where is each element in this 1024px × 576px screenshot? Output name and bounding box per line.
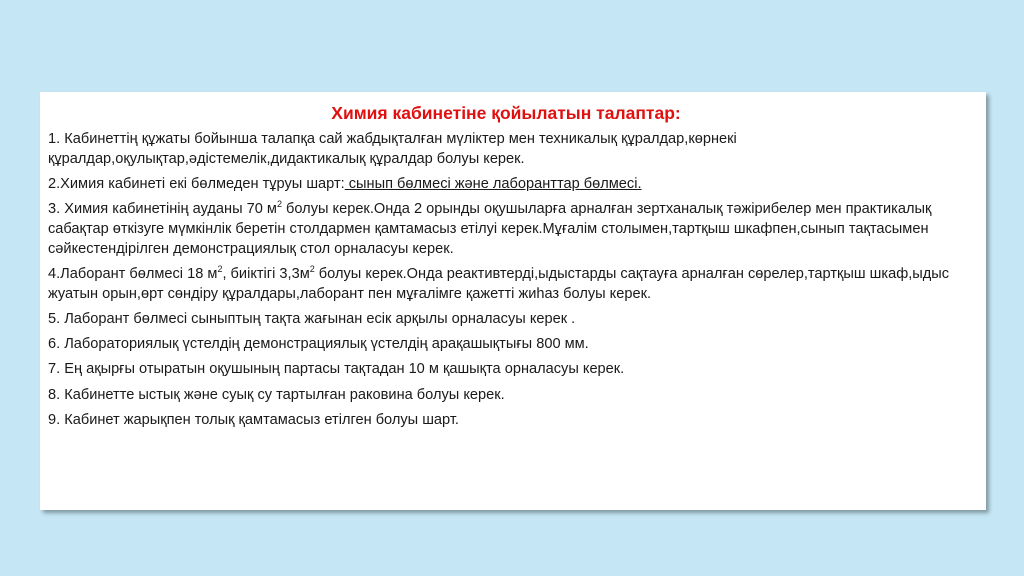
requirement-item-6: 6. Лабораториялық үстелдің демонстрациялық үстелдің арақашықтығы 800 мм. bbox=[48, 336, 589, 353]
requirement-item-9: 9. Кабинет жарықпен толық қамтамасыз етілген болуы шарт. bbox=[48, 411, 459, 428]
item4-part-c: болуы керек.Онда реактивтерді,ыдыстарды сақтауға арналған сөрелер,тартқыш шкаф,ыдыс жуатын орын,өрт сөндіру құралдары,лаборант пен мұғалімге қажетті жиһаз болуы керек. bbox=[48, 265, 950, 302]
item2-prefix: 2.Химия кабинеті екі бөлмеден тұруы шарт: bbox=[48, 175, 345, 192]
item4-superscript-1: 2 bbox=[217, 264, 223, 275]
item4-superscript-2: 2 bbox=[309, 264, 315, 275]
requirement-item-4 bbox=[48, 265, 978, 305]
content-card bbox=[40, 92, 986, 510]
requirement-item-2 bbox=[48, 175, 978, 195]
requirement-item-7: 7. Ең ақырғы отыратын оқушының партасы тақтадан 10 м қашықта орналасуы керек. bbox=[48, 361, 625, 378]
requirement-item-1: 1. Кабинеттің құжаты бойынша талапқа сай жабдықталған мүліктер мен техникалық құралдар,көрнекі құралдар,оқулықтар,әдістемелік,дидактикалық құралдар болуы керек. bbox=[48, 131, 737, 167]
item3-part-a: 3. Химия кабинетінің ауданы 70 м bbox=[48, 201, 277, 218]
item2-underlined: сынып бөлмесі және лаборанттар бөлмесі. bbox=[344, 175, 642, 192]
requirement-item-3 bbox=[48, 200, 978, 259]
item3-part-b: болуы керек.Онда 2 орынды оқушыларға арналған зертханалық тәжірибелер мен практикалық сабақтар өткізуге мүмкінлік беретін столдармен қамтамасыз етілуі керек.Мұғалім столымен,тартқыш шкафпен,сынып тақтасымен сәйкестендірілген демонстрациялық стол орналасуы керек. bbox=[48, 201, 932, 257]
slide-title: Химия кабинетіне қойылатын талаптар: bbox=[331, 103, 681, 123]
item3-superscript: 2 bbox=[276, 199, 282, 210]
requirement-item-8: 8. Кабинетте ыстық және суық су тартылған раковина болуы керек. bbox=[48, 386, 505, 403]
item4-part-a: 4.Лаборант бөлмесі 18 м bbox=[48, 265, 218, 282]
item4-part-b: , биіктігі 3,3м bbox=[222, 265, 310, 282]
requirement-item-5: 5. Лаборант бөлмесі сыныптың тақта жағынан есік арқылы орналасуы керек . bbox=[48, 310, 576, 327]
